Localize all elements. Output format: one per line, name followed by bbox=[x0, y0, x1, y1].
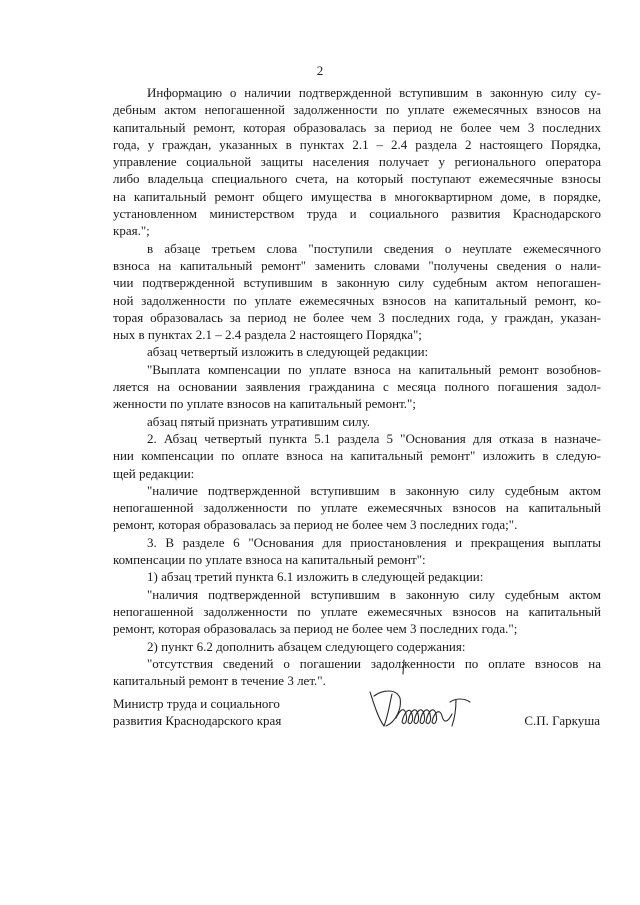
body-line: управление социальной защиты населения получает у регионального оператора bbox=[113, 154, 601, 170]
body-line: 2) пункт 6.2 дополнить абзацем следующего содержания: bbox=[147, 638, 466, 654]
body-line: "наличие подтвержденной вступившим в законную силу судебным актом bbox=[147, 482, 601, 498]
body-line: капитальный ремонт, которая образовалась за период не более чем 3 последних bbox=[113, 119, 601, 135]
body-line: в абзаце третьем слова "поступили сведения о неуплате ежемесячного bbox=[147, 240, 601, 256]
body-line: "наличия подтвержденной вступившим в законную силу судебным актом bbox=[147, 586, 601, 602]
body-line: ремонт, которая образовалась за период не более чем 3 последних года."; bbox=[113, 621, 518, 637]
body-line: края."; bbox=[113, 223, 150, 239]
body-line: 1) абзац третий пункта 6.1 изложить в следующей редакции: bbox=[147, 569, 484, 585]
body-line: ной задолженности по уплате ежемесячных взносов на капитальный ремонт, ко- bbox=[113, 292, 601, 308]
body-line: 3. В разделе 6 "Основания для приостановления и прекращения выплаты bbox=[147, 534, 601, 550]
body-line: компенсации по уплате взноса на капитальный ремонт": bbox=[113, 552, 426, 568]
body-line: дебным актом непогашенной задолженности по уплате ежемесячных взносов на bbox=[113, 102, 601, 118]
body-line: непогашенной задолженности по уплате ежемесячных взносов на капитальный bbox=[113, 603, 601, 619]
body-line: абзац пятый признать утратившим силу. bbox=[147, 413, 371, 429]
signatory-title-line-1: Министр труда и социального bbox=[113, 696, 280, 711]
body-line: женности по уплате взносов на капитальный ремонт."; bbox=[113, 396, 416, 412]
handwritten-signature bbox=[352, 652, 492, 742]
body-line: на капитальный ремонт общего имущества в многоквартирном доме, в порядке, bbox=[113, 188, 601, 204]
body-line: непогашенной задолженности по уплате ежемесячных взносов на капитальный bbox=[113, 500, 601, 516]
signatory-title-line-2: развития Краснодарского края bbox=[113, 713, 282, 729]
body-line: абзац четвертый изложить в следующей редакции: bbox=[147, 344, 429, 360]
body-line: взноса на капитальный ремонт" заменить словами "получены сведения о нали- bbox=[113, 257, 601, 273]
body-line: года, у граждан, указанных в пунктах 2.1 – 2.4 раздела 2 настоящего Порядка, bbox=[113, 136, 601, 152]
body-line: либо владельца специального счета, на который поступают ежемесячные взносы bbox=[113, 171, 601, 187]
body-line: щей редакции: bbox=[113, 465, 195, 481]
page-number: 2 bbox=[316, 63, 324, 78]
signatory-title bbox=[113, 695, 281, 730]
body-line: 2. Абзац четвертый пункта 5.1 раздела 5 "Основания для отказа в назначе- bbox=[147, 430, 601, 446]
body-line: ремонт, которая образовалась за период не более чем 3 последних года;". bbox=[113, 517, 518, 533]
body-line: установленном министерством труда и социального развития Краснодарского bbox=[113, 206, 601, 222]
body-line: "Выплата компенсации по уплате взноса на капитальный ремонт возобнов- bbox=[147, 361, 601, 377]
document-body bbox=[113, 84, 601, 689]
signatory-name: С.П. Гаркуша bbox=[524, 713, 600, 728]
body-line: чии подтвержденной вступившим в законную силу судебным актом непогашен- bbox=[113, 275, 601, 291]
body-line: ных в пунктах 2.1 – 2.4 раздела 2 настоящего Порядка"; bbox=[113, 327, 422, 343]
body-line: ляется на основании заявления гражданина с месяца полного погашения задол- bbox=[113, 379, 601, 395]
body-line: нии компенсации по оплате взноса на капитальный ремонт" изложить в следую- bbox=[113, 448, 601, 464]
body-line: Информацию о наличии подтвержденной вступившим в законную силу су- bbox=[147, 85, 601, 100]
body-line: торая образовалась за период не более чем 3 последних года, у граждан, указан- bbox=[113, 309, 601, 325]
body-line: капитальный ремонт в течение 3 лет.". bbox=[113, 673, 326, 689]
body-line: "отсутствия сведений о погашении задолженности по оплате взносов на bbox=[147, 655, 601, 671]
